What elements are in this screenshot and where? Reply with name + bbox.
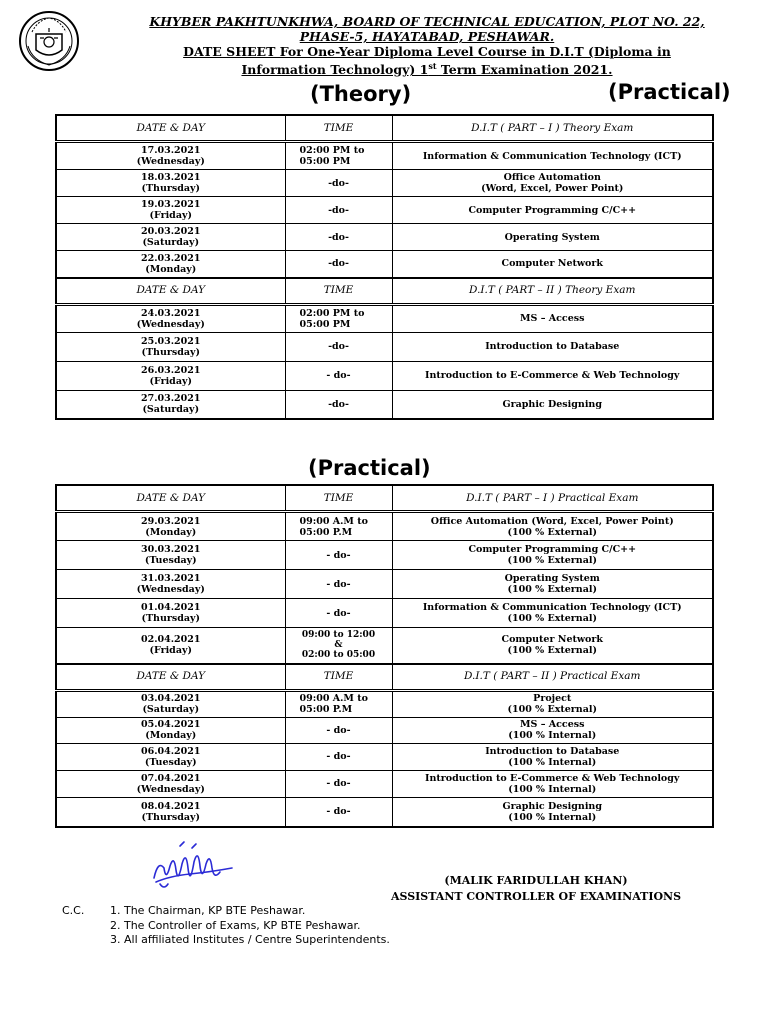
- exam-day: (Saturday): [142, 237, 200, 248]
- exam-day: (Monday): [145, 263, 197, 275]
- exam-date: 03.04.2021: [141, 693, 201, 704]
- exam-subject: Graphic Designing: [502, 800, 602, 812]
- exam-time: - do-: [326, 607, 351, 619]
- exam-assessment: (100 % External): [507, 613, 597, 624]
- table-row: [56, 770, 713, 797]
- exam-subject: Information & Communication Technology (ICT): [422, 602, 682, 613]
- exam-day: (Thursday): [141, 811, 201, 823]
- exam-time: -do-: [328, 341, 349, 352]
- signatory-title: ASSISTANT CONTROLLER OF EXAMINATIONS: [390, 890, 682, 903]
- exam-day: (Tuesday): [144, 555, 197, 566]
- cc-recipient: 1. The Chairman, KP BTE Peshawar.: [110, 904, 306, 917]
- exam-subject: Information & Communication Technology (ICT): [422, 150, 682, 162]
- exam-day: (Friday): [149, 210, 192, 221]
- exam-day: (Saturday): [142, 704, 200, 715]
- exam-subject: Introduction to Database: [485, 341, 620, 352]
- exam-day: (Wednesday): [136, 584, 205, 595]
- table-header-row: [56, 485, 713, 512]
- exam-assessment: (100 % External): [507, 526, 597, 538]
- column-header: D.I.T ( PART – I ) Practical Exam: [392, 485, 713, 512]
- exam-time: - do-: [326, 751, 351, 762]
- column-header: DATE & DAY: [56, 664, 285, 691]
- exam-date: 22.03.2021: [141, 252, 201, 264]
- header-line-1: KHYBER PAKHTUNKHWA, BOARD OF TECHNICAL EDUCATION, PLOT NO. 22,: [149, 14, 705, 29]
- exam-assessment: (100 % External): [507, 555, 597, 566]
- column-header: D.I.T ( PART – I ) Theory Exam: [392, 115, 713, 142]
- exam-day: (Wednesday): [136, 156, 205, 167]
- exam-date: 29.03.2021: [141, 515, 201, 527]
- exam-subject: Graphic Designing: [502, 398, 602, 410]
- exam-subject: Computer Network: [501, 258, 603, 270]
- exam-date: 20.03.2021: [141, 226, 201, 237]
- table-header-row: [56, 278, 713, 305]
- table-row: [56, 251, 713, 278]
- exam-date: 31.03.2021: [141, 573, 201, 584]
- exam-date: 02.04.2021: [141, 634, 201, 646]
- exam-subject: Introduction to Database: [485, 745, 620, 757]
- exam-day: (Thursday): [141, 183, 201, 194]
- table-row: [56, 512, 713, 541]
- exam-date: 05.04.2021: [141, 719, 201, 730]
- exam-subject: Introduction to E-Commerce & Web Technology: [425, 772, 680, 784]
- column-header: TIME: [285, 485, 392, 512]
- table-row: [56, 797, 713, 827]
- theory-date-sheet-table: [55, 114, 714, 420]
- column-header: D.I.T ( PART – II ) Theory Exam: [392, 278, 713, 305]
- cc-label: C.C.: [62, 904, 85, 917]
- exam-day: (Saturday): [142, 404, 200, 416]
- table-row: [56, 361, 713, 390]
- header-line-4: Information Technology) 1st Term Examination 2021.: [241, 61, 613, 78]
- exam-date: 24.03.2021: [141, 307, 201, 319]
- exam-date: 06.04.2021: [141, 745, 201, 757]
- exam-time: 05:00 P.M: [299, 526, 353, 538]
- column-header: TIME: [285, 278, 392, 305]
- exam-time: 02:00 PM to: [299, 145, 365, 156]
- exam-subject: Operating System: [504, 573, 600, 584]
- theory-section-title: (Theory): [310, 82, 412, 106]
- header-line-3: DATE SHEET For One-Year Diploma Level Course in D.I.T (Diploma in: [183, 44, 671, 59]
- exam-time: - do-: [326, 806, 351, 818]
- signatory-block: [376, 873, 696, 905]
- exam-day: (Wednesday): [136, 783, 205, 795]
- exam-subject: Introduction to E-Commerce & Web Technology: [425, 370, 680, 381]
- table-row: [56, 142, 713, 170]
- exam-date: 17.03.2021: [141, 145, 201, 156]
- table-row: [56, 332, 713, 361]
- exam-date: 26.03.2021: [141, 364, 201, 376]
- column-header: TIME: [285, 115, 392, 142]
- exam-time: 05:00 PM: [299, 156, 351, 167]
- exam-time: 05:00 PM: [299, 318, 351, 330]
- exam-date: 08.04.2021: [141, 800, 201, 812]
- table-row: [56, 717, 713, 743]
- exam-day: (Monday): [145, 526, 197, 538]
- exam-time: - do-: [326, 578, 351, 590]
- practical-section-title-top: (Practical): [608, 80, 731, 104]
- exam-assessment: (100 % Internal): [508, 756, 597, 768]
- exam-time: 09:00 A.M to: [299, 693, 368, 704]
- exam-subject: MS – Access: [520, 313, 585, 324]
- table-header-row: [56, 664, 713, 691]
- practical-section-title: (Practical): [308, 456, 431, 480]
- table-row: [56, 743, 713, 770]
- exam-subject: Computer Programming C/C++: [468, 204, 637, 216]
- cc-recipient: 2. The Controller of Exams, KP BTE Peshawar.: [110, 918, 361, 932]
- cc-recipient: 3. All affiliated Institutes / Centre Superintendents.: [110, 933, 390, 946]
- exam-time: 05:00 P.M: [299, 704, 353, 715]
- signatory-name: (MALIK FARIDULLAH KHAN): [444, 874, 628, 887]
- column-header: TIME: [285, 664, 392, 691]
- exam-time: - do-: [326, 370, 351, 381]
- exam-assessment: (100 % Internal): [508, 783, 597, 795]
- exam-assessment: (100 % Internal): [508, 811, 597, 823]
- exam-date: 07.04.2021: [141, 772, 201, 784]
- exam-time: - do-: [326, 549, 351, 561]
- practical-date-sheet-table: [55, 484, 714, 828]
- exam-day: (Tuesday): [144, 756, 197, 768]
- column-header: D.I.T ( PART – II ) Practical Exam: [392, 664, 713, 691]
- exam-subject: Operating System: [504, 231, 600, 243]
- table-row: [56, 197, 713, 224]
- board-emblem-icon: [18, 10, 80, 72]
- exam-assessment: (100 % Internal): [508, 730, 597, 741]
- table-row: [56, 570, 713, 599]
- exam-date: 30.03.2021: [141, 544, 201, 555]
- table-row: [56, 304, 713, 332]
- column-header: DATE & DAY: [56, 278, 285, 305]
- exam-date: 01.04.2021: [141, 602, 201, 613]
- table-row: [56, 690, 713, 717]
- exam-subject-detail: (Word, Excel, Power Point): [481, 183, 624, 194]
- exam-time: 09:00 to 12:00: [301, 630, 376, 641]
- exam-assessment: (100 % External): [507, 645, 597, 657]
- column-header: DATE & DAY: [56, 485, 285, 512]
- exam-assessment: (100 % External): [507, 704, 597, 715]
- exam-day: (Thursday): [141, 613, 201, 624]
- exam-time: -do-: [328, 204, 349, 216]
- exam-time: - do-: [326, 778, 351, 789]
- header-line-2: PHASE-5, HAYATABAD, PESHAWAR.: [299, 29, 555, 44]
- exam-time: &: [334, 640, 343, 651]
- exam-subject: Computer Network: [501, 634, 603, 646]
- exam-time: 02:00 PM to: [299, 307, 365, 319]
- table-row: [56, 390, 713, 419]
- exam-time: -do-: [328, 398, 349, 410]
- exam-date: 25.03.2021: [141, 335, 201, 347]
- exam-day: (Friday): [149, 375, 192, 387]
- exam-time: -do-: [328, 231, 349, 243]
- table-row: [56, 599, 713, 628]
- exam-time: 09:00 A.M to: [299, 515, 368, 527]
- exam-date: 19.03.2021: [141, 199, 201, 210]
- exam-subject: Office Automation: [503, 172, 601, 183]
- exam-time: - do-: [326, 724, 351, 736]
- exam-subject: MS – Access: [520, 719, 585, 730]
- table-header-row: [56, 115, 713, 142]
- table-row: [56, 628, 713, 664]
- exam-subject: Computer Programming C/C++: [468, 544, 637, 555]
- exam-day: (Friday): [149, 645, 192, 657]
- document-header: [92, 14, 762, 77]
- exam-date: 18.03.2021: [141, 172, 201, 183]
- exam-assessment: (100 % External): [507, 584, 597, 595]
- signature-icon: [140, 838, 250, 898]
- exam-time: 02:00 to 05:00: [301, 650, 376, 661]
- exam-day: (Thursday): [141, 346, 201, 358]
- exam-date: 27.03.2021: [141, 393, 201, 405]
- table-row: [56, 170, 713, 197]
- exam-day: (Wednesday): [136, 318, 205, 330]
- exam-time: -do-: [328, 258, 349, 270]
- exam-time: -do-: [328, 177, 349, 189]
- table-row: [56, 541, 713, 570]
- column-header: DATE & DAY: [56, 115, 285, 142]
- exam-day: (Monday): [145, 730, 197, 741]
- exam-subject: Office Automation (Word, Excel, Power Point): [430, 515, 674, 527]
- table-row: [56, 224, 713, 251]
- exam-subject: Project: [533, 693, 572, 704]
